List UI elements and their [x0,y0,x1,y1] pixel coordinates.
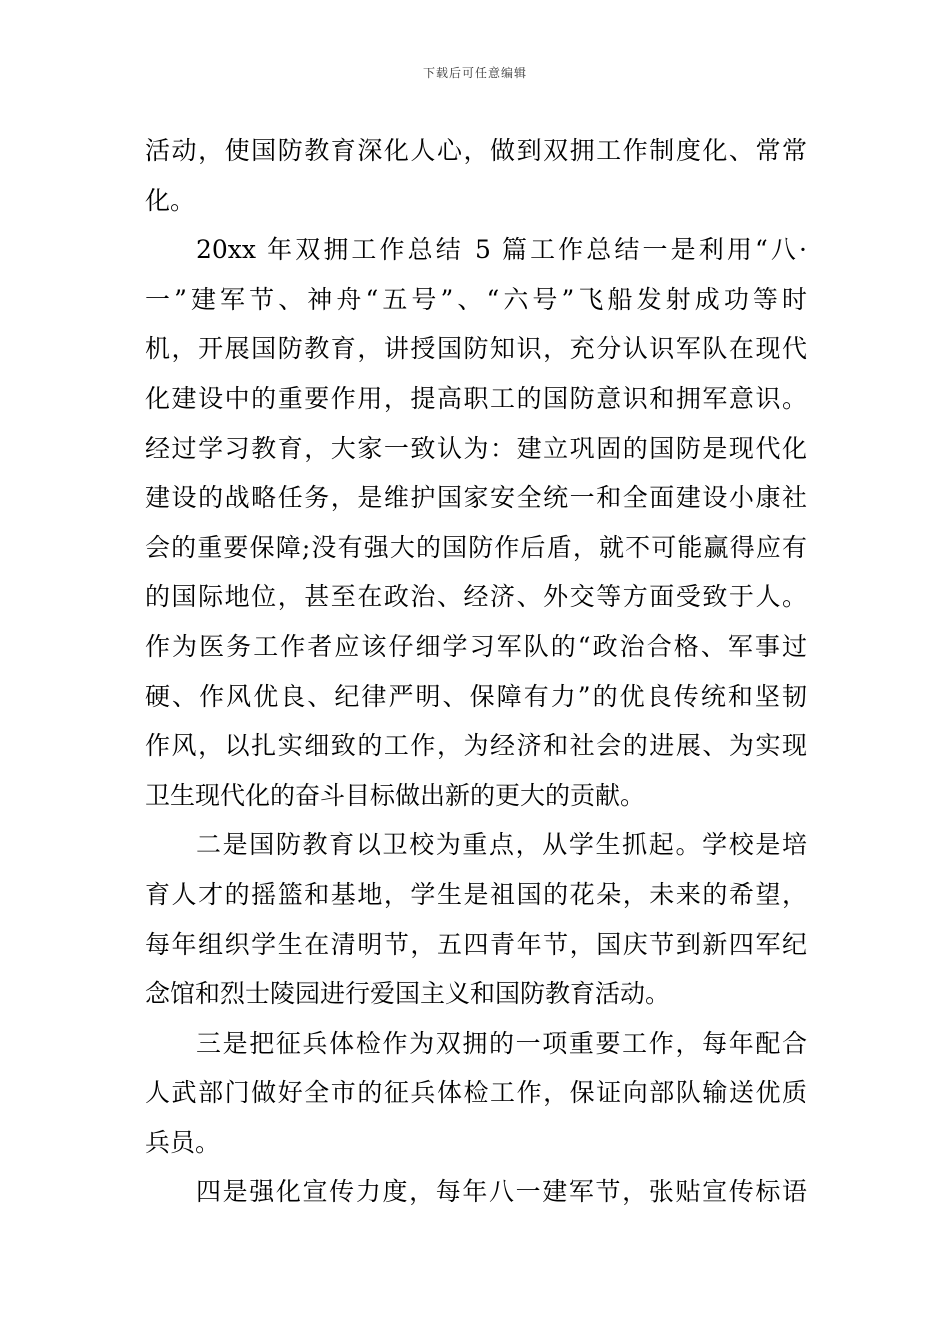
text-line: 活动，使国防教育深化人心，做到双拥工作制度化、常常 [145,136,807,165]
text-line: 会的重要保障;没有强大的国防作后盾，就不可能赢得应有 [145,532,807,562]
text-line: 作为医务工作者应该仔细学习军队的“政治合格、军事过 [145,631,807,661]
paragraph-1 [145,126,807,225]
text-line: 机，开展国防教育，讲授国防知识，充分认识军队在现代 [145,334,807,364]
text-line: 经过学习教育，大家一致认为：建立巩固的国防是现代化 [145,433,807,463]
text-line: 一”建军节、神舟“五号”、“六号”飞船发射成功等时 [145,284,807,314]
text-line: 每年组织学生在清明节，五四青年节，国庆节到新四军纪 [145,929,807,959]
text-line: 20xx 年双拥工作总结 5 篇工作总结一是利用“八· [196,235,807,265]
document-body [145,126,807,1217]
page-header: 下载后可任意编辑 [422,66,527,80]
text-line: 硬、作风优良、纪律严明、保障有力”的优良传统和坚韧 [145,681,807,711]
text-line: 作风，以扎实细致的工作，为经济和社会的进展、为实现 [145,731,807,761]
text-line: 三是把征兵体检作为双拥的一项重要工作，每年配合 [196,1028,807,1058]
text-line: 建设的战略任务，是维护国家安全统一和全面建设小康社 [145,483,807,513]
paragraph-5 [145,1167,807,1217]
text-line: 化。 [145,185,196,215]
text-line: 念馆和烈士陵园进行爱国主义和国防教育活动。 [145,979,671,1009]
text-line: 育人才的摇篮和基地，学生是祖国的花朵，未来的希望， [145,879,807,909]
text-line: 兵员。 [145,1127,221,1157]
text-line: 卫生现代化的奋斗目标做出新的更大的贡献。 [145,780,646,810]
text-line: 四是强化宣传力度，每年八一建军节，张贴宣传标语 [196,1177,807,1207]
text-line: 化建设中的重要作用，提高职工的国防意识和拥军意识。 [145,383,807,413]
paragraph-3 [145,820,807,1018]
paragraph-4 [145,1019,807,1168]
text-line: 二是国防教育以卫校为重点，从学生抓起。学校是培 [196,830,807,860]
text-line: 的国际地位，甚至在政治、经济、外交等方面受致于人。 [145,582,807,612]
paragraph-2 [145,225,807,820]
text-line: 人武部门做好全市的征兵体检工作，保证向部队输送优质 [145,1078,807,1108]
